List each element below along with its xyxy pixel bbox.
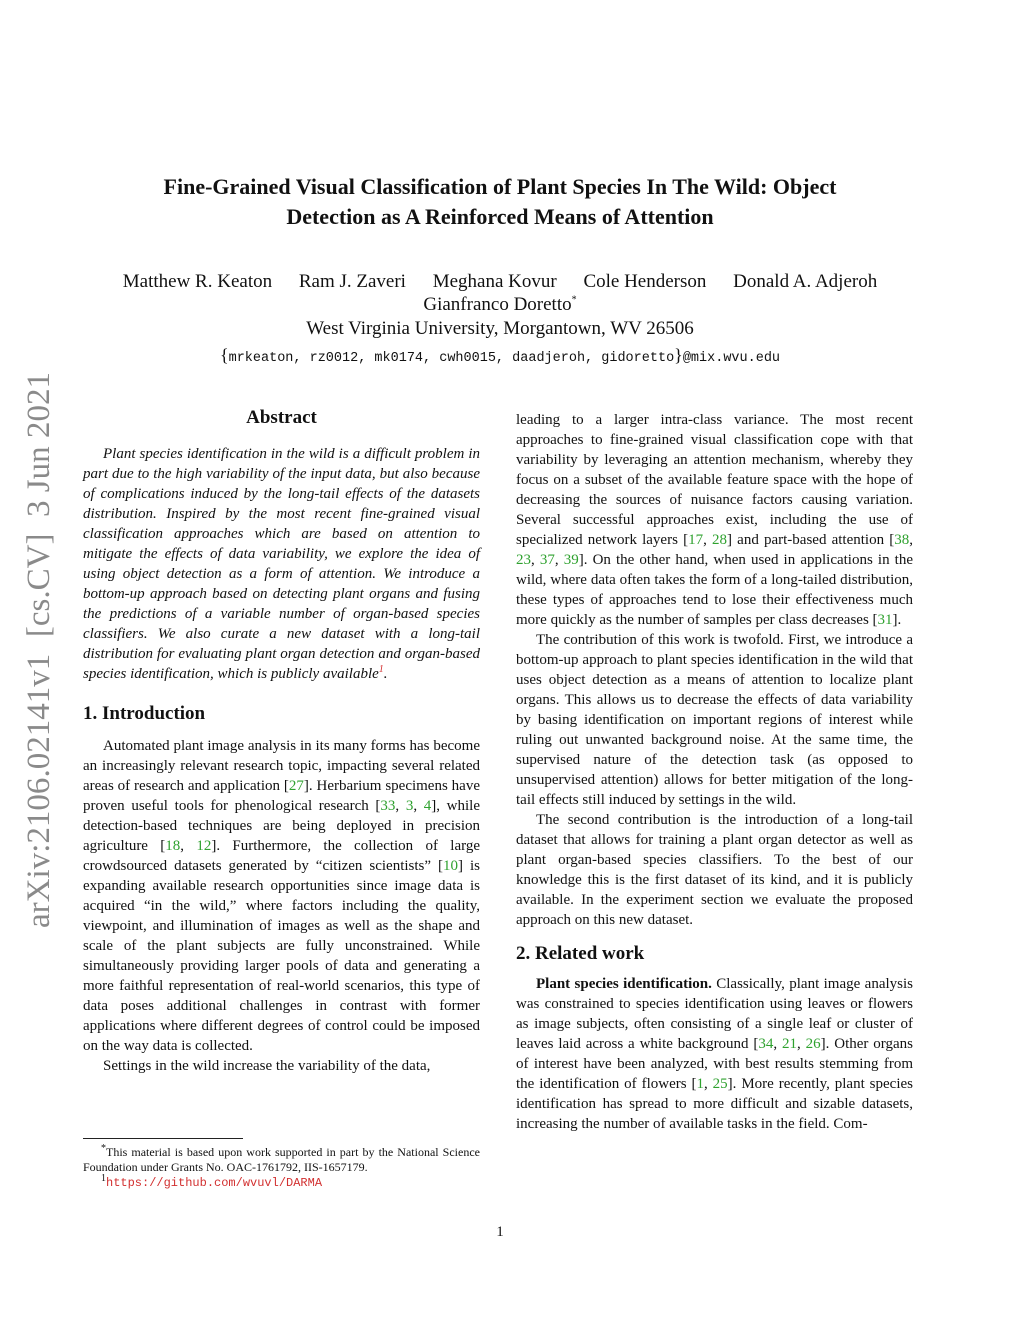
email-brace-close: } [674,345,683,365]
author-emails [80,345,920,366]
citation-link[interactable]: 34 [758,1036,774,1052]
text: , [413,798,424,814]
footnote-mark: * [101,1143,106,1154]
text: ], while detection-based techniques are being deployed in precision agriculture [ [83,798,481,854]
abstract-heading: Abstract [246,407,317,428]
footnotes [83,1145,480,1191]
citation-link[interactable]: 17 [688,532,704,548]
footnote-mark: 1 [101,1173,106,1184]
section-heading-introduction: 1. Introduction [83,703,206,724]
author-row-1 [80,270,920,293]
footnote-link-1[interactable]: 1 [378,664,384,675]
abstract-end: . [383,666,388,682]
author-name: Cole Henderson [583,271,707,292]
citation-link[interactable]: 25 [712,1076,728,1092]
title-line-1: Fine-Grained Visual Classification of Plant Species In The Wild: Object [163,174,837,199]
author-name: Ram J. Zaveri [298,271,406,292]
citation-link[interactable]: 38 [894,532,910,548]
text: ] is expanding available research opportunities since image data is acquired “in the wild,” where factors including the quality, viewpoint, and illumination of images as well as the shape and scale of the plant subjects are fully unconstrained. While simultaneously providing larger pools of data and generating a more faithful representation of real-world scenarios, this type of data poses additional challenges in contrast with former applications where different degrees of control could be imposed on the way data is collected. [83,858,481,1054]
author-footnote-mark: * [571,294,577,306]
footnote-2 [83,1175,480,1191]
intro-paragraph-1 [83,736,480,1056]
text: leading to a larger intra-class variance. The most recent approaches to fine-grained visual classification cope with that variability by leveraging an attention mechanism, whereby they focus on a subset of the available feature space with the hope of decreasing the sources of nuisance factors causing variation. Several successful approaches exist, including the use of specialized network layers [ [516,412,913,548]
text: , [773,1036,783,1052]
footnote-1 [83,1145,480,1175]
text: ]. More recently, plant species identification has spread to more difficult and sizable datasets, increasing the number of available tasks in the field. Com- [516,1076,914,1132]
text: , [180,838,197,854]
citation-link[interactable]: 21 [782,1036,798,1052]
author-name: Matthew R. Keaton [122,271,273,292]
citation-link[interactable]: 4 [423,798,432,814]
text: , [703,1076,713,1092]
text: , [395,798,406,814]
related-paragraph-1 [516,974,913,1134]
abstract-body [83,444,480,684]
text: ]. [892,612,902,628]
arxiv-stamp [5,370,63,930]
author-name: Gianfranco Doretto [423,294,572,315]
text: , [909,532,913,548]
section-heading-related-work: 2. Related work [516,943,645,964]
intro-paragraph-2-continued [516,410,913,630]
text: ]. Herbarium specimens have proven useful tools for phenological research [ [83,778,480,814]
intro-paragraph-2-start: Settings in the wild increase the variability of the data, [103,1058,431,1074]
citation-link[interactable]: 27 [288,778,304,794]
citation-link[interactable]: 31 [877,612,893,628]
text: , [531,552,540,568]
intro-paragraph-4: The second contribution is the introduction of a long-tail dataset that allows for training a plant organ detector as well as plant organ-based species classifiers. To the best of our knowledge this is the first dataset of its kind, and it is publicly available. In the experiment section we evaluate the proposed approach on this new dataset. [516,812,913,928]
email-list: mrkeaton, rz0012, mk0174, cwh0015, daadjeroh, gidoretto [228,351,675,366]
citation-link[interactable]: 10 [443,858,459,874]
right-column [516,410,913,1134]
title-line-2: Detection as A Reinforced Means of Attention [286,204,714,229]
page-number: 1 [496,1224,504,1240]
paper-title [100,172,900,232]
citation-link[interactable]: 12 [196,838,212,854]
citation-link[interactable]: 18 [165,838,181,854]
text: ]. Furthermore, the collection of large crowdsourced datasets generated by “citizen scientists” [ [83,838,480,874]
text: Automated plant image analysis in its many forms has become an increasingly relevant research topic, impacting several related areas of research and application [ [83,738,480,794]
author-row-2 [80,293,920,316]
author-name: Donald A. Adjeroh [733,271,878,292]
citation-link[interactable]: 23 [516,552,531,568]
author-list [80,270,920,316]
citation-link[interactable]: 39 [563,552,579,568]
email-domain: @mix.wvu.edu [682,351,781,366]
intro-paragraph-3: The contribution of this work is twofold. First, we introduce a bottom-up approach to plant species identification in the wild that uses object detection as a means of attention to localize plant organs. This allows us to decrease the effects of data variability by basing identification on important regions of interest while ruling out unwanted background noise. At the same time, the supervised nature of the detection task (as opposed to unsupervised attention) allows for better mitigation of the long-tail effects still induced by settings in the wild. [516,632,913,808]
affiliation: West Virginia University, Morgantown, WV 26506 [306,318,694,339]
text: ]. Other organs of interest have been analyzed, with best results stemming from the identification of flowers [ [516,1036,914,1092]
email-brace-open: { [219,345,229,365]
github-link[interactable]: https://github.com/wvuvl/DARMA [106,1176,323,1190]
text: , [703,532,712,548]
text: , [797,1036,806,1052]
text: Classically, plant image analysis was constrained to species identification using leaves or flowers as image subjects, often consisting of a single leaf or cluster of leaves laid across a white background [ [516,976,913,1052]
citation-link[interactable]: 33 [380,798,396,814]
text: , [554,552,564,568]
citation-link[interactable]: 1 [696,1076,704,1092]
footnote-text: This material is based upon work supported in part by the National Science Foundation under Grants No. OAC-1761792, IIS-1657179. [83,1145,480,1174]
arxiv-stamp-text: arXiv:2106.02141v1 [cs.CV] 3 Jun 2021 [21,372,57,928]
footnote-rule [83,1138,243,1139]
abstract-text: Plant species identification in the wild is a difficult problem in part due to the high variability of the input data, but also because of complications induced by the long-tail effects of the datasets distribution. Inspired by the most recent fine-grained visual classification approaches which are based on attention to mitigate the effects of data variability, we explore the idea of using object detection as a form of attention. We introduce a bottom-up approach based on detecting plant organs and fusing the predictions of a variable number of organ-based species classifiers. We also curate a new dataset with a long-tail distribution for evaluating plant organ detection and organ-based species identification, which is publicly available [83,446,480,682]
citation-link[interactable]: 3 [405,798,414,814]
text: ]. On the other hand, when used in applications in the wild, where data often takes the form of a long-tailed distribution, these types of approaches tend to lose their effectiveness much more quickly as the number of samples per class decreases [ [516,552,914,628]
paragraph-heading: Plant species identification. [536,976,712,992]
citation-link[interactable]: 26 [805,1036,821,1052]
citation-link[interactable]: 28 [712,532,727,548]
author-name: Meghana Kovur [432,271,557,292]
left-column [83,408,480,1076]
text: ] and part-based attention [ [727,532,895,548]
citation-link[interactable]: 37 [539,552,555,568]
